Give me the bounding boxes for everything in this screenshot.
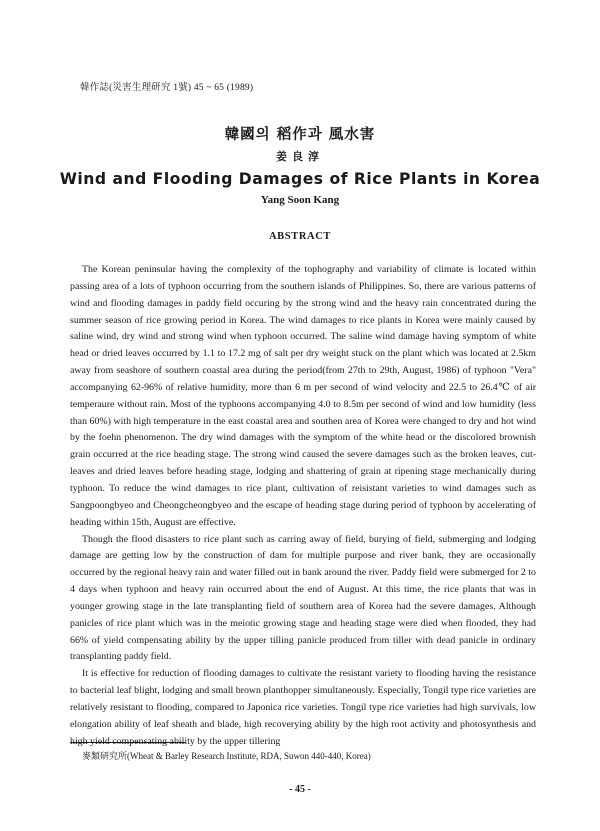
korean-author: 姜良淳 (276, 150, 324, 163)
page-number: - 45 - (289, 784, 311, 795)
abstract-paragraph-3: It is effective for reduction of flooding damages to cultivate the resistant variety to flooding having the resistance to bacterial leaf blight, lodging and small brown planthopper simultaneously. Especially, Tongil type rice varieties are relatively resistant to flooding, compared to Japonica rice varieties. Tongil type rice varieties had high survivals, low elongation ability of leaf sheath and blade, high recoverying ability by the high root activity and photosynthesis and high yield compensating ability by the upper tillering (70, 668, 536, 747)
abstract-paragraph-2: Though the flood disasters to rice plant such as carring away of field, burying of field, submerging and lodging damage are getting low by the construction of dam for multiple purpose and river bank, they are occasionally occurred by the regional heavy rain and water filled out in bank around the river. Paddy field were submerged for 2 to 4 days when typhoon and heavy rain occurred about the end of August. At this time, the rice plants that was in younger growing stage in the late transplanting field of southern area of Korea had the severe damages. Although panicles of rice plant which was in the meiotic growing stage and heading stage were died when flooded, they had 66% of yield compensating ability by the upper tilling panicle produced from tiller with dead panicle in ordinary transplanting paddy field. (70, 533, 536, 663)
english-title: Wind and Flooding Damages of Rice Plants in Korea (59, 170, 541, 188)
title-block (0, 124, 600, 209)
abstract-paragraph-1: The Korean peninsular having the complexity of the tophography and variability of climate is located within passing area of a lots of typhoon occurring from the southern islands of Philippines. So, there are various patterns of wind and flooding damages in paddy field occuring by the strong wind and the heavy rain concentrated during the summer season of rice growing period in Korea. The wind damages to rice plants in Korea were mainly caused by saline wind, dry wind and strong wind when typhoon occurred. The saline wind damage having symptom of white head or dried leaves occurred by 1.1 to 17.2 mg of salt per dry weight stuck on the plant which was located at 2.5km away from seashore of southern coastal area during the period(from 27th to 29th, August, 1986) of typhoon "Vera" accompanying 62-96% of relative humidity, more than 6 m per second of wind velocity and 22.5 to 26.4℃ of air temperaure without rain. Most of the typhoons accompanying 4.0 to 8.5m per second of wind and low humidity (less than 60%) with high temperature in the east coastal area and southen area of Korea were changed to dry and hot wind by the foehn phenomenon. The dry wind damages with the symptom of the white head or the discolored brownish grain occurred at the rice heading stage. The strong wind caused the severe damages such as the broken leaves, cut-leaves and dried leaves before heading stage, lodging and shattering of grain at ripening stage mechanically during typhoon. To reduce the wind damages to rice plant, cultivation of reisistant varieties to wind damages such as Sangpoongbyeo and Cheongcheongbyeo and the escape of heading stage during period of typhoon by accelerating of heading within 15th, August are effective. (70, 264, 536, 528)
abstract-heading: ABSTRACT (269, 231, 331, 242)
abstract-body (70, 262, 536, 750)
affiliation-footnote: 麥類研究所(Wheat & Barley Research Institute, RDA, Suwon 440-440, Korea) (82, 751, 371, 761)
journal-reference: 韓作誌(災害生理研究 1號) 45 ~ 65 (1989) (80, 83, 254, 93)
english-author: Yang Soon Kang (260, 194, 340, 206)
footnote-divider (70, 742, 185, 743)
korean-title: 韓國의 稻作과 風水害 (224, 127, 376, 143)
